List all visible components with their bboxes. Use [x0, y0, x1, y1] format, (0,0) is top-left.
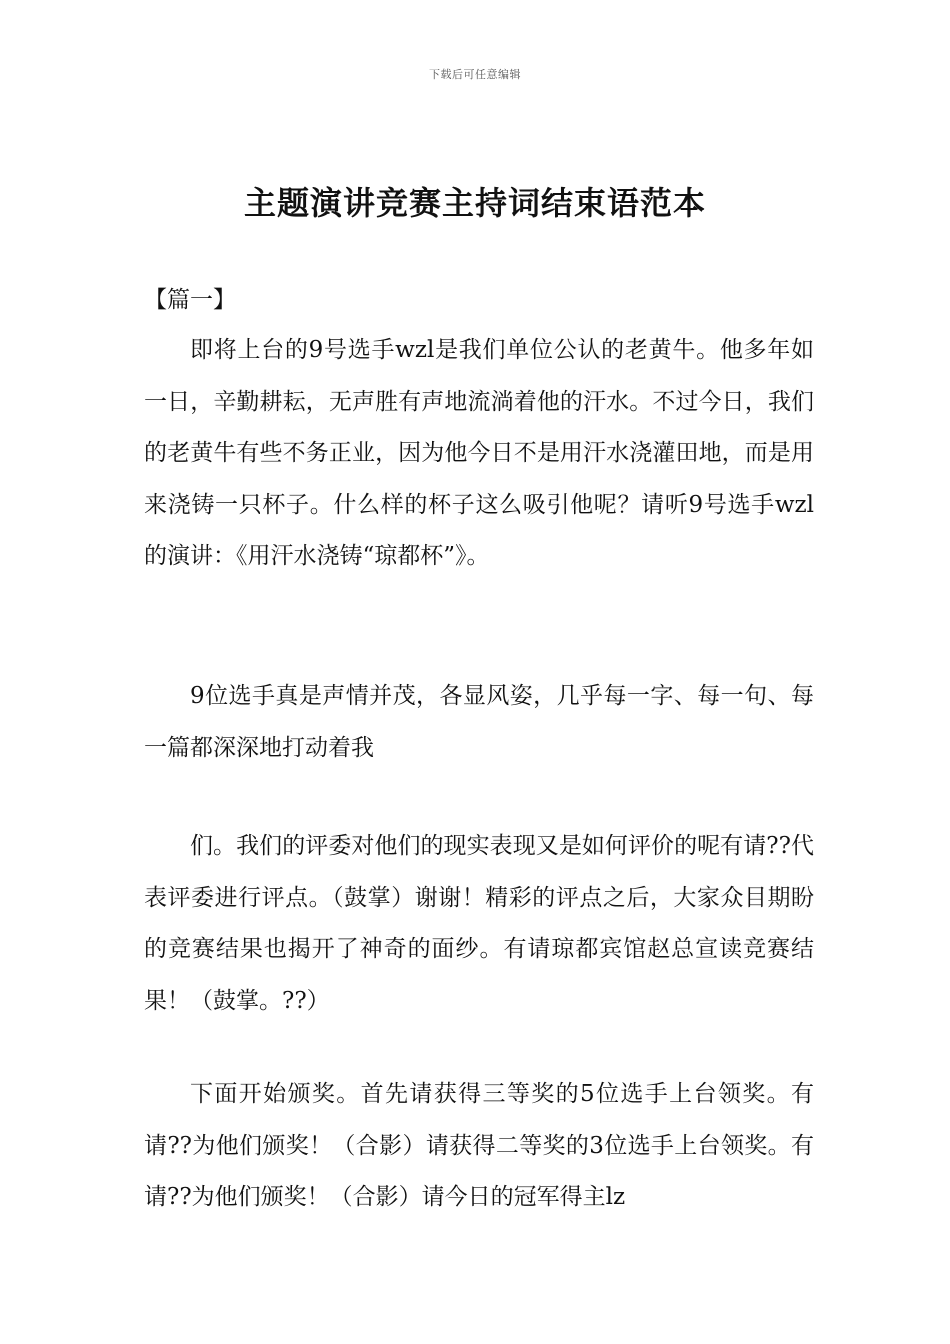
section-label: 【篇一】: [144, 287, 236, 313]
paragraph-judges-results: 们。我们的评委对他们的现实表现又是如何评价的呢有请??代表评委进行评点。（鼓掌）谢谢！精彩的评点之后，大家众目期盼的竞赛结果也揭开了神奇的面纱。有请琼都宾馆赵总宣读竞赛结果！（鼓掌。??）: [144, 833, 814, 1014]
paragraph-contestant-intro: 即将上台的9号选手wzl是我们单位公认的老黄牛。他多年如一日，辛勤耕耘，无声胜有声地流淌着他的汗水。不过今日，我们的老黄牛有些不务正业，因为他今日不是用汗水浇灌田地，而是用来浇铸一只杯子。什么样的杯子这么吸引他呢？请听9号选手wzl的演讲：《用汗水浇铸“琼都杯”》。: [144, 337, 814, 569]
paragraph-awards: 下面开始颁奖。首先请获得三等奖的5位选手上台领奖。有请??为他们颁奖！（合影）请获得二等奖的3位选手上台领奖。有请??为他们颁奖！（合影）请今日的冠军得主lz: [144, 1081, 814, 1210]
document-title: 主题演讲竞赛主持词结束语范本: [243, 184, 706, 222]
paragraph-contestants-praise: 9位选手真是声情并茂，各显风姿，几乎每一字、每一句、每一篇都深深地打动着我: [144, 683, 814, 761]
header-note: 下载后可任意编辑: [429, 68, 521, 81]
